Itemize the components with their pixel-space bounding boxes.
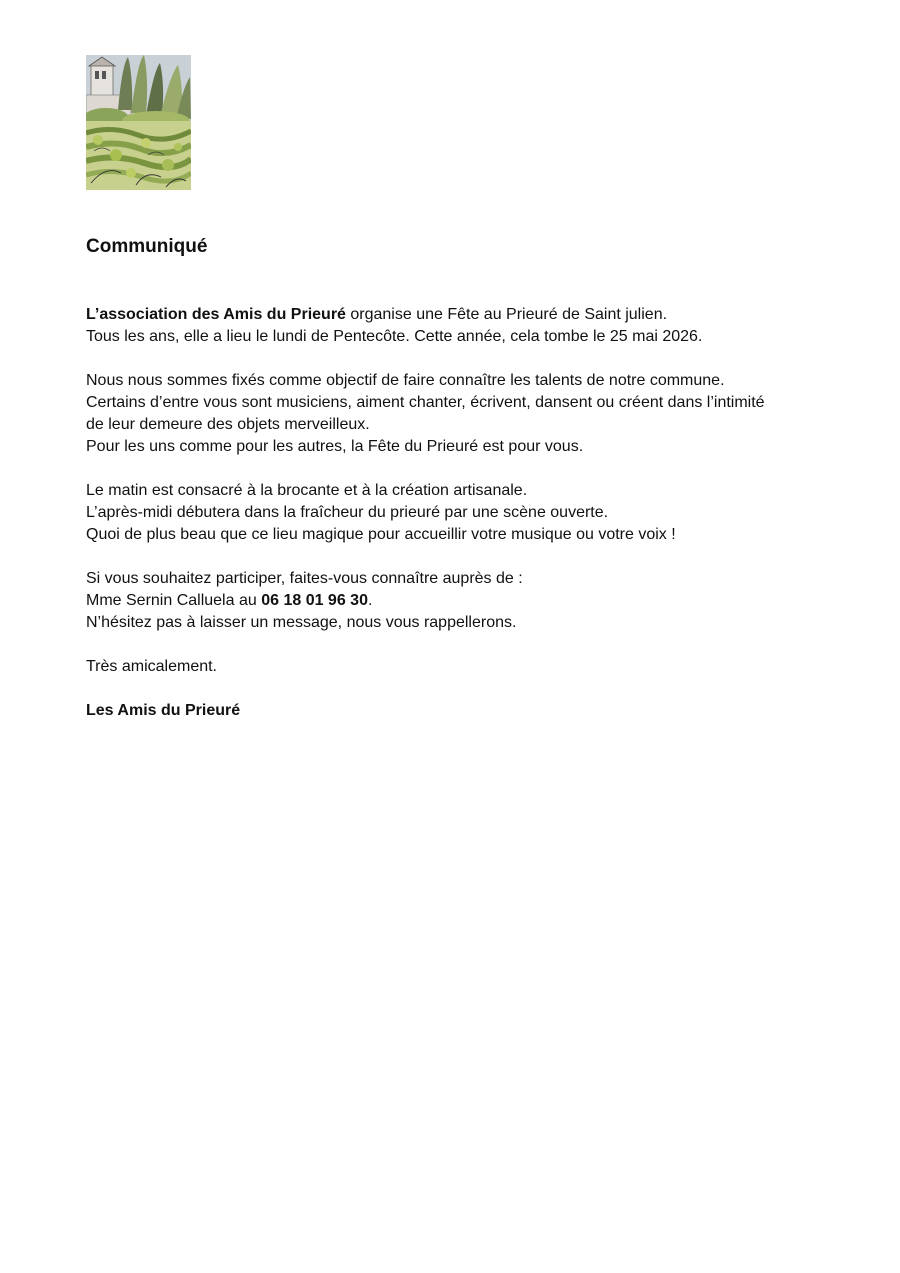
text-line: Certains d’entre vous sont musiciens, aiment chanter, écrivent, dansent ou créent dans l’intimité — [86, 394, 765, 411]
communique-body — [86, 304, 816, 744]
association-name: L’association des Amis du Prieuré — [86, 306, 346, 323]
text-line: Tous les ans, elle a lieu le lundi de Pentecôte. Cette année, cela tombe le 25 mai 2026. — [86, 328, 703, 345]
paragraph-contact — [86, 568, 816, 634]
paragraph-signature — [86, 700, 816, 722]
page-title: Communiqué — [86, 236, 208, 257]
phone-number: 06 18 01 96 30 — [261, 592, 368, 609]
text-line: Nous nous sommes fixés comme objectif de faire connaître les talents de notre commune. — [86, 372, 725, 389]
text-line: Quoi de plus beau que ce lieu magique pour accueillir votre musique ou votre voix ! — [86, 526, 676, 543]
paragraph-objective — [86, 370, 816, 458]
contact-line — [86, 590, 816, 612]
priory-watercolor-image — [86, 55, 191, 190]
contact-name: Mme Sernin Calluela au — [86, 592, 262, 609]
paragraph-announcement — [86, 304, 816, 348]
paragraph-closing — [86, 656, 816, 678]
text-line: Le matin est consacré à la brocante et à la création artisanale. — [86, 482, 528, 499]
closing-text: Très amicalement. — [86, 658, 217, 675]
paragraph-program — [86, 480, 816, 546]
text-line: N’hésitez pas à laisser un message, nous vous rappellerons. — [86, 614, 517, 631]
text-line: de leur demeure des objets merveilleux. — [86, 416, 370, 433]
signature: Les Amis du Prieuré — [86, 702, 241, 719]
text-line: L’après-midi débutera dans la fraîcheur du prieuré par une scène ouverte. — [86, 504, 609, 521]
text-line: Si vous souhaitez participer, faites-vous connaître auprès de : — [86, 570, 523, 587]
text-line — [86, 304, 816, 326]
text-line: Pour les uns comme pour les autres, la Fête du Prieuré est pour vous. — [86, 438, 584, 455]
contact-suffix: . — [367, 592, 373, 609]
announcement-text: organise une Fête au Prieuré de Saint julien. — [345, 306, 668, 323]
